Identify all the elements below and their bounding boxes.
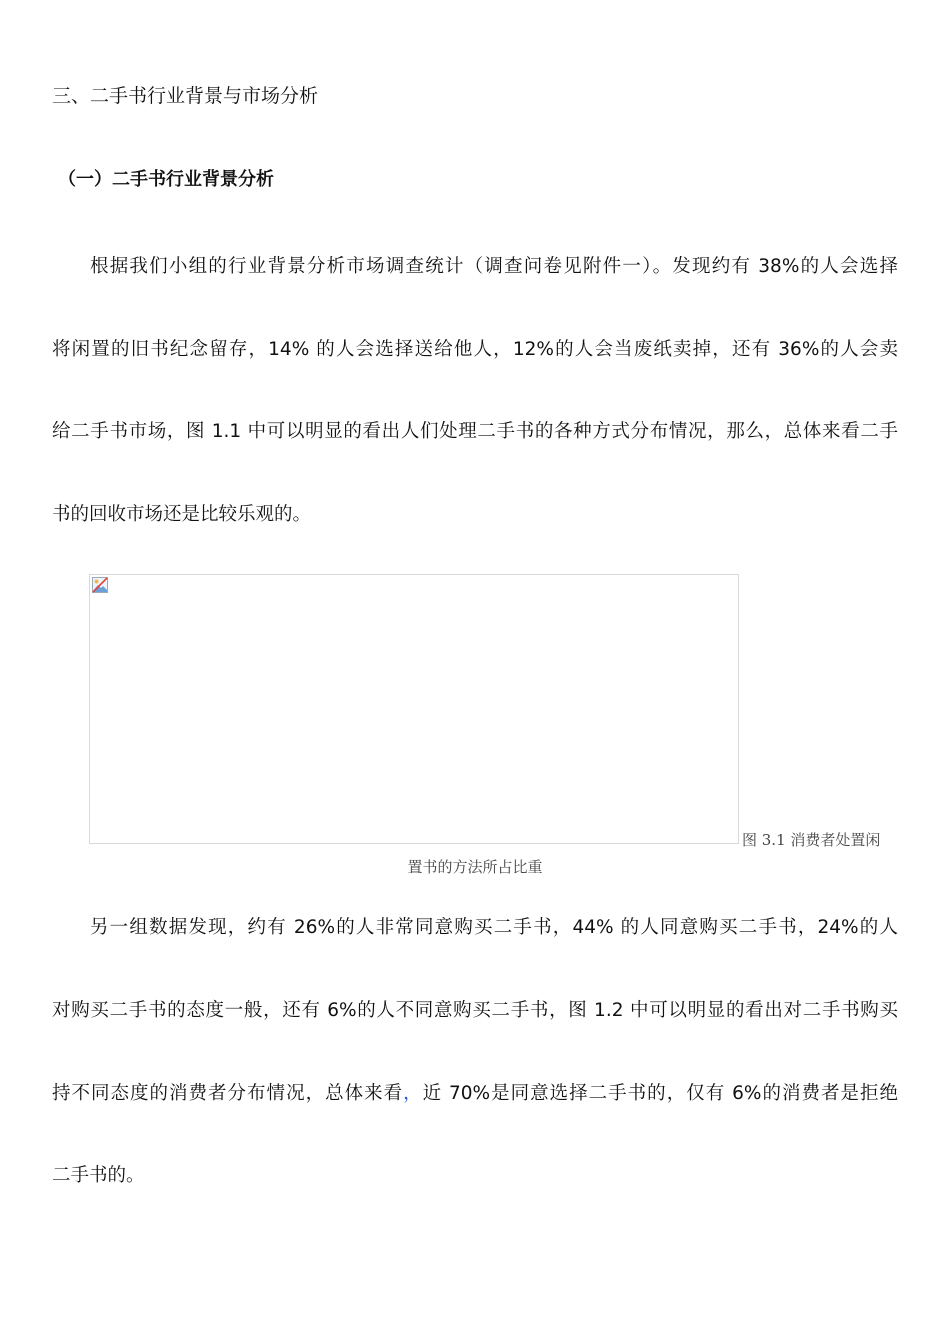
section-heading: 三、二手书行业背景与市场分析 [52, 85, 319, 107]
paragraph-1-line-3: 给二手书市场，图 1.1 中可以明显的看出人们处理二手书的各种方式分布情况，那么，总体来看二手 [52, 421, 898, 442]
figure-caption-part1: 图 3.1 消费者处置闲 [742, 831, 881, 849]
paragraph-2-line-3-before: 持不同态度的消费者分布情况，总体来看 [52, 1083, 404, 1104]
figure-image-placeholder [89, 574, 739, 844]
paragraph-1-line-4: 书的回收市场还是比较乐观的。 [52, 504, 312, 525]
paragraph-2-line-3-after: 近 70%是同意选择二手书的，仅有 6%的消费者是拒绝 [422, 1083, 898, 1104]
paragraph-2-line-3 [52, 1082, 898, 1106]
paragraph-1-line-1: 根据我们小组的行业背景分析市场调查统计（调查问卷见附件一）。发现约有 38%的人会选择 [90, 256, 898, 277]
broken-image-icon [92, 577, 108, 593]
paragraph-2-line-1: 另一组数据发现，约有 26%的人非常同意购买二手书，44% 的人同意购买二手书，24%的人 [90, 917, 898, 938]
paragraph-2-line-2: 对购买二手书的态度一般，还有 6%的人不同意购买二手书，图 1.2 中可以明显的看出对二手书购买 [52, 1000, 898, 1021]
paragraph-2-line-4: 二手书的。 [52, 1165, 145, 1186]
paragraph-1-line-2: 将闲置的旧书纪念留存，14% 的人会选择送给他人，12%的人会当废纸卖掉，还有 36%的人会卖 [52, 339, 898, 360]
accent-comma: ， [403, 1083, 423, 1104]
subsection-heading: （一）二手书行业背景分析 [58, 169, 274, 190]
figure-caption-part2: 置书的方法所占比重 [407, 858, 543, 876]
